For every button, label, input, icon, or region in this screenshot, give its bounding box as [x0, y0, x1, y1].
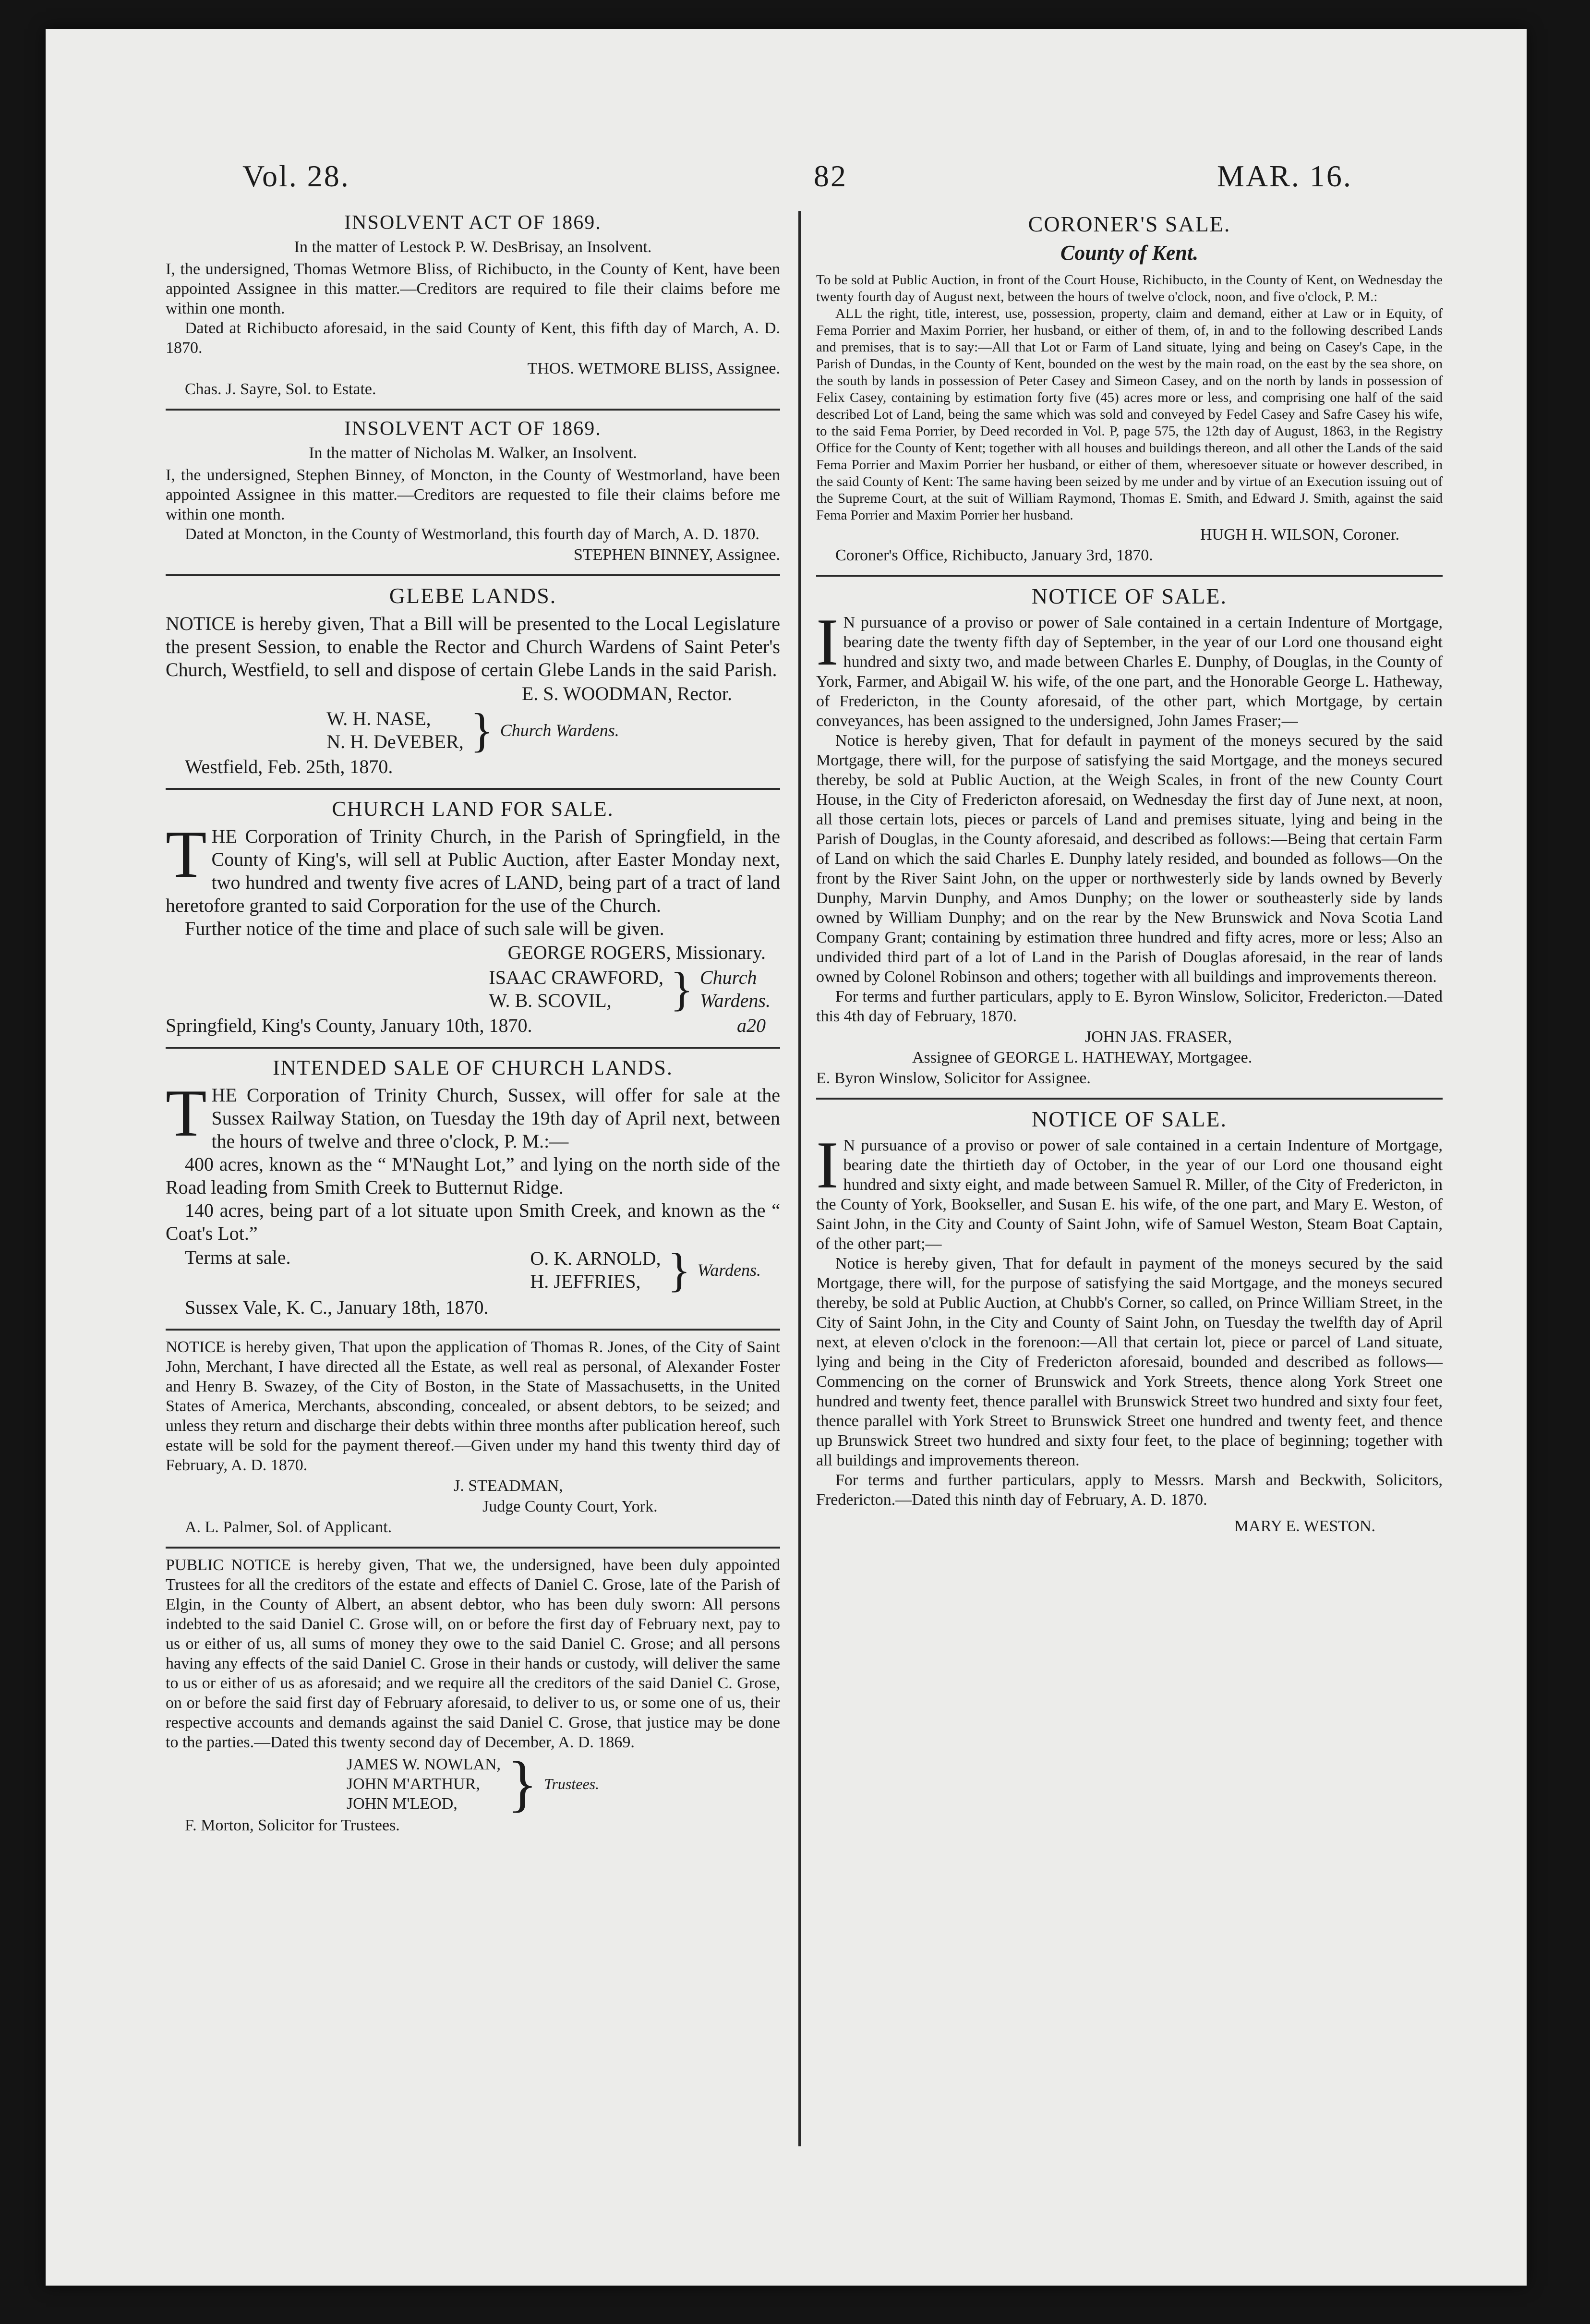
notice-subtitle: In the matter of Nicholas M. Walker, an Insolvent. [309, 444, 637, 462]
trustee-name: JOHN M'ARTHUR, [346, 1775, 480, 1793]
rule [816, 1098, 1443, 1100]
place-date: Sussex Vale, K. C., January 18th, 1870. [185, 1296, 489, 1318]
notice-paragraph: Notice is hereby given, That for default in payment of the moneys secured by the said Mortgage, there will, for the purpose of satisfying the said Mortgage, and the moneys secured thereby, be sold at Public Auction, at the Weigh Scales, in front of the new County Court House, in the City of Fredericton aforesaid, on Wednesday the first day of June next, at noon, all those certain lots, pieces or parcels of Land and premises situate, lying and being in the Parish of Douglas, in the County aforesaid, and described as follows:—Being that certain Farm of Land on which the said Charles E. Dunphy lately resided, and bounded as follows—On the front by the River Saint John, on the upper or northwesterly side by lands owned by Beverly Dunphy, Marvin Dunphy, and Amos Dunphy; on the lower or southeasterly side by lands owned by William Dunphy; and on the rear by the New Brunswick and Nova Scotia Land Company Grant; containing by estimation three hundred and fifty acres, more or less; Also an undivided third part of a lot of Land in the Parish of Douglas aforesaid, in the rear of lands owned by Colonel Robinson and others; together with all buildings and improvements thereon. [816, 732, 1443, 986]
trustees-role: Trustees. [544, 1775, 600, 1792]
rector-signature: E. S. WOODMAN, Rector. [521, 683, 732, 704]
brace-glyph: } [470, 703, 494, 757]
notice-of-sale-miller [816, 1106, 1443, 1536]
notice-body: IN pursuance of a proviso or power of sale contained in a certain Indenture of Mortgage, bearing date the thirtieth day of October, in the year of our Lord one thousand eight hundred and sixty eight, and made between Samuel R. Miller, of the City of Fredericton, in the County of York, Bookseller, and Susan E. his wife, of the one part, and Mary E. Weston, of Saint John, in the City and County of Saint John, wife of Samuel Weston, Steam Boat Captain, of the other part;— [816, 1128, 1443, 1253]
notice-of-sale-dunphy [816, 583, 1443, 1088]
column-divider [798, 211, 801, 2146]
brace-glyph: } [667, 1243, 691, 1296]
assignee-title: Assignee of GEORGE L. HATHEWAY, Mortgagee. [912, 1049, 1253, 1066]
notice-coroners-sale [816, 211, 1443, 565]
role-line: Church [699, 967, 757, 988]
wardens-names [326, 707, 464, 753]
notice-body: NOTICE is hereby given, That upon the application of Thomas R. Jones, of the City of Saint John, Merchant, I have directed all the Estate, as well real as personal, of Alexander Foster and Henry B. Swazey, of the City of Boston, in the State of Massachusetts, in the United States of America, Merchants, absconding, concealed, or absent debtors, to be seized; and unless they return and discharge their debts within three months after publication hereof, such estate will be sold for the payment thereof.—Given under my hand this twenty third day of February, A. D. 1870. [166, 1338, 780, 1474]
warden-name: O. K. ARNOLD, [530, 1247, 661, 1269]
notice-subtitle: In the matter of Lestock P. W. DesBrisay, an Insolvent. [294, 238, 652, 256]
further-notice: Further notice of the time and place of such sale will be given. [185, 918, 664, 939]
wardens-group [166, 703, 780, 757]
notice-paragraph: For terms and further particulars, apply to Messrs. Marsh and Beckwith, Solicitors, Fredericton.—Dated this ninth day of February, A. D. 1870. [816, 1471, 1443, 1509]
wardens-role: Wardens. [697, 1260, 761, 1280]
wardens-names [489, 966, 663, 1012]
insertion-code: a20 [737, 1015, 766, 1036]
judge-name: J. STEADMAN, [454, 1477, 563, 1495]
solicitor-line: E. Byron Winslow, Solicitor for Assignee. [816, 1069, 1091, 1087]
warden-name: W. B. SCOVIL, [489, 990, 612, 1011]
notice-sale-church-lands-sussex [166, 1055, 780, 1319]
notice-insolvent-walker [166, 417, 780, 565]
left-column [166, 211, 780, 1845]
wardens-names [530, 1247, 661, 1293]
notice-title: INTENDED SALE OF CHURCH LANDS. [273, 1056, 673, 1079]
notice-title: GLEBE LANDS. [389, 583, 557, 608]
notice-body: THE Corporation of Trinity Church, in the Parish of Springfield, in the County of King's, will sell at Public Auction, after Easter Monday next, two hundred and twenty five acres of LAND, being part of a tract of land heretofore granted to said Corporation for the use of the Church. [166, 817, 780, 916]
assignee-name: JOHN JAS. FRASER, [1085, 1028, 1232, 1046]
notice-body: I, the undersigned, Thomas Wetmore Bliss, of Richibucto, in the County of Kent, have been appointed Assignee in this matter.—Creditors are required to file their claims before me within one month. [166, 260, 780, 317]
notice-body: PUBLIC NOTICE is hereby given, That we, the undersigned, have been duly appointed Trustees for all the creditors of the estate and effects of Daniel C. Grose, late of the Parish of Elgin, in the County of Albert, an absent debtor, who has been duly sworn: All persons indebted to the said Daniel C. Grose will, on or before the first day of February next, pay to us or either of us, all sums of money they owe to the said Daniel C. Grose; and all persons having any effects of the said Daniel C. Grose in their hands or custody, will deliver the same to us or either of us as aforesaid; and we require all the creditors of the said Daniel C. Grose, on or before the said first day of February aforesaid, to deliver to us, or some one of us, their respective accounts and demands against the said Daniel C. Grose, that justice may be done to the parties.—Dated this twenty second day of December, A. D. 1869. [166, 1556, 780, 1751]
notice-church-land-springfield [166, 797, 780, 1037]
notice-body: IN pursuance of a proviso or power of Sale contained in a certain Indenture of Mortgage, bearing date the twenty fifth day of September, in the year of our Lord one thousand eight hundred and sixty two, and made between Charles E. Dunphy, of Douglas, in the County of York, Farmer, and Abigail W. his wife, of the one part, and the Honorable George L. Hatheway, of Fredericton, in the County aforesaid, of the other part, which Mortgage, by certain conveyances, has been assigned to the undersigned, John James Fraser;— [816, 605, 1443, 730]
notice-signature: THOS. WETMORE BLISS, Assignee. [527, 360, 780, 377]
wardens-role: Church Wardens. [500, 721, 619, 740]
rule [166, 788, 780, 790]
notice-body: ALL the right, title, interest, use, possession, property, claim and demand, either at Law or in Equity, of Fema Porrier and Maxim Porrier, her husband, or either of them, of, in and to the following described Lands and premises, that is to say:—All that Lot or Farm of Land situate, lying and being on Casey's Cape, in the Parish of Dundas, in the County of Kent, bounded on the west by the main road, on the east by the sea shore, on the south by lands in possession of Peter Casey and Simeon Casey, and on the north by lands in possession of Felix Casey, containing by estimation forty five (45) acres more or less, and comprising one half of the said described Lot of Land, being the same which was sold and conveyed by Fedel Casey and Safre Casey his wife, to the said Fema Porrier, by Deed recorded in Vol. P, page 575, the 12th day of August, 1863, in the Registry Office for the County of Kent; together with all houses and buildings thereon, and all other the Lands of the said Fema Porrier and Maxim Porrier her husband, or either of them, wheresoever situate or however described, in the said County of Kent: The same having been seized by me under and by virtue of an Execution issuing out of the Supreme Court, at the suit of William Raymond, Thomas E. Smith, and Edward J. Smith, against the said Fema Porrier and Maxim Porrier her husband. [816, 306, 1443, 523]
sale-intro: To be sold at Public Auction, in front of the Court House, Richibucto, in the County of Kent, on Wednesday the twenty fourth day of August next, between the hours of twelve o'clock, noon, and five o'clock, P. M.: [816, 272, 1443, 304]
solicitor-line: Chas. J. Sayre, Sol. to Estate. [185, 380, 376, 398]
notice-title: INSOLVENT ACT OF 1869. [344, 418, 602, 440]
solicitor-line: F. Morton, Solicitor for Trustees. [185, 1816, 400, 1834]
notice-paragraph: For terms and further particulars, apply to E. Byron Winslow, Solicitor, Fredericton.—Dated this 4th day of February, 1870. [816, 988, 1443, 1025]
notice-glebe-lands [166, 583, 780, 778]
place-date: Coroner's Office, Richibucto, January 3rd, 1870. [835, 546, 1153, 564]
issue-date: MAR. 16. [1217, 159, 1352, 193]
notice-dated: Dated at Moncton, in the County of Westmorland, this fourth day of March, A. D. 1870. [185, 525, 759, 543]
volume-number: Vol. 28. [242, 159, 350, 193]
county-heading: County of Kent. [1060, 241, 1199, 265]
notice-body: I, the undersigned, Stephen Binney, of Moncton, in the County of Westmorland, have been appointed Assignee in this matter.—Creditors are requested to file their claims before me within one month. [166, 466, 780, 523]
judge-title: Judge County Court, York. [482, 1498, 658, 1515]
rule [166, 1329, 780, 1331]
notice-title: NOTICE OF SALE. [1032, 1107, 1227, 1131]
place-date: Westfield, Feb. 25th, 1870. [185, 756, 393, 777]
wardens-group [530, 1243, 780, 1296]
lot-coats: 140 acres, being part of a lot situate upon Smith Creek, and known as the “ Coat's Lot.” [166, 1199, 780, 1244]
place-date-row [166, 1014, 780, 1037]
missionary-signature: GEORGE ROGERS, Missionary. [507, 942, 766, 963]
right-column [816, 211, 1443, 1546]
rule [816, 575, 1443, 577]
rule [166, 409, 780, 411]
brace-glyph: } [507, 1749, 538, 1818]
notice-body: THE Corporation of Trinity Church, Sussex, will offer for sale at the Sussex Railway Station, on Tuesday the 19th day of April next, between the hours of twelve and three o'clock, P. M.:— [166, 1076, 780, 1152]
brace-glyph: } [670, 962, 693, 1016]
notice-dated: Dated at Richibucto aforesaid, in the said County of Kent, this fifth day of March, A. D. 1870. [166, 319, 780, 357]
solicitor-line: A. L. Palmer, Sol. of Applicant. [185, 1518, 392, 1536]
lot-mnaught: 400 acres, known as the “ M'Naught Lot,” and lying on the north side of the Road leading from Smith Creek to Butternut Ridge. [166, 1153, 780, 1198]
trustees-names [347, 1755, 501, 1814]
notice-title: CORONER'S SALE. [1028, 212, 1231, 236]
rule [166, 574, 780, 576]
trustee-name: JAMES W. NOWLAN, [346, 1755, 501, 1773]
rule [166, 1047, 780, 1049]
warden-name: N. H. DeVEBER, [326, 731, 464, 752]
warden-name: H. JEFFRIES, [530, 1271, 641, 1292]
terms-line: Terms at sale. [185, 1247, 291, 1268]
warden-name: W. H. NASE, [326, 708, 431, 729]
coroner-signature: HUGH H. WILSON, Coroner. [1200, 526, 1399, 544]
mortgagee-signature: MARY E. WESTON. [1234, 1517, 1375, 1535]
notice-title: INSOLVENT ACT OF 1869. [344, 212, 602, 234]
warden-name: ISAAC CRAWFORD, [489, 967, 663, 988]
wardens-row [166, 1245, 780, 1295]
trustees-group [166, 1749, 780, 1818]
notice-title: CHURCH LAND FOR SALE. [332, 797, 614, 821]
notice-absconding-debtors [166, 1337, 780, 1537]
notice-paragraph: Notice is hereby given, That for default in payment of the moneys secured by the said Mortgage, there will, for the purpose of satisfying the said Mortgage, and the moneys secured thereby, be sold at Public Auction, at Chubb's Corner, so called, on Prince William Street, in the City of Saint John, in the City and County of Saint John, on Tuesday the twelfth day of April next, at eleven o'clock in the forenoon:—All that certain lot, piece or parcel of Land situate, lying and being in the City of Fredericton aforesaid, bounded and described as follows—Commencing on the corner of Brunswick and York Streets, thence along York Street one hundred and twenty feet, thence parallel with Brunswick Street two hundred and sixty four feet, thence parallel with York Street to Brunswick Street one hundred and twenty feet, and thence up Brunswick Street two hundred and sixty four feet, to the place of beginning; together with all buildings and improvements thereon. [816, 1255, 1443, 1469]
page-number: 82 [814, 159, 847, 193]
rule [166, 1547, 780, 1549]
notice-insolvent-desbrisay [166, 211, 780, 399]
wardens-role [700, 966, 771, 1012]
notice-body: NOTICE is hereby given, That a Bill will be presented to the Local Legislature the present Session, to enable the Rector and Church Wardens of Saint Peter's Church, Westfield, to sell and dispose of certain Glebe Lands in the said Parish. [166, 613, 780, 680]
notice-trustees-grose [166, 1555, 780, 1835]
place-date: Springfield, King's County, January 10th, 1870. [166, 1015, 532, 1036]
wardens-group [166, 962, 780, 1016]
trustee-name: JOHN M'LEOD, [346, 1794, 458, 1813]
role-line: Wardens. [699, 990, 771, 1011]
notice-title: NOTICE OF SALE. [1032, 584, 1227, 608]
notice-signature: STEPHEN BINNEY, Assignee. [573, 546, 780, 564]
